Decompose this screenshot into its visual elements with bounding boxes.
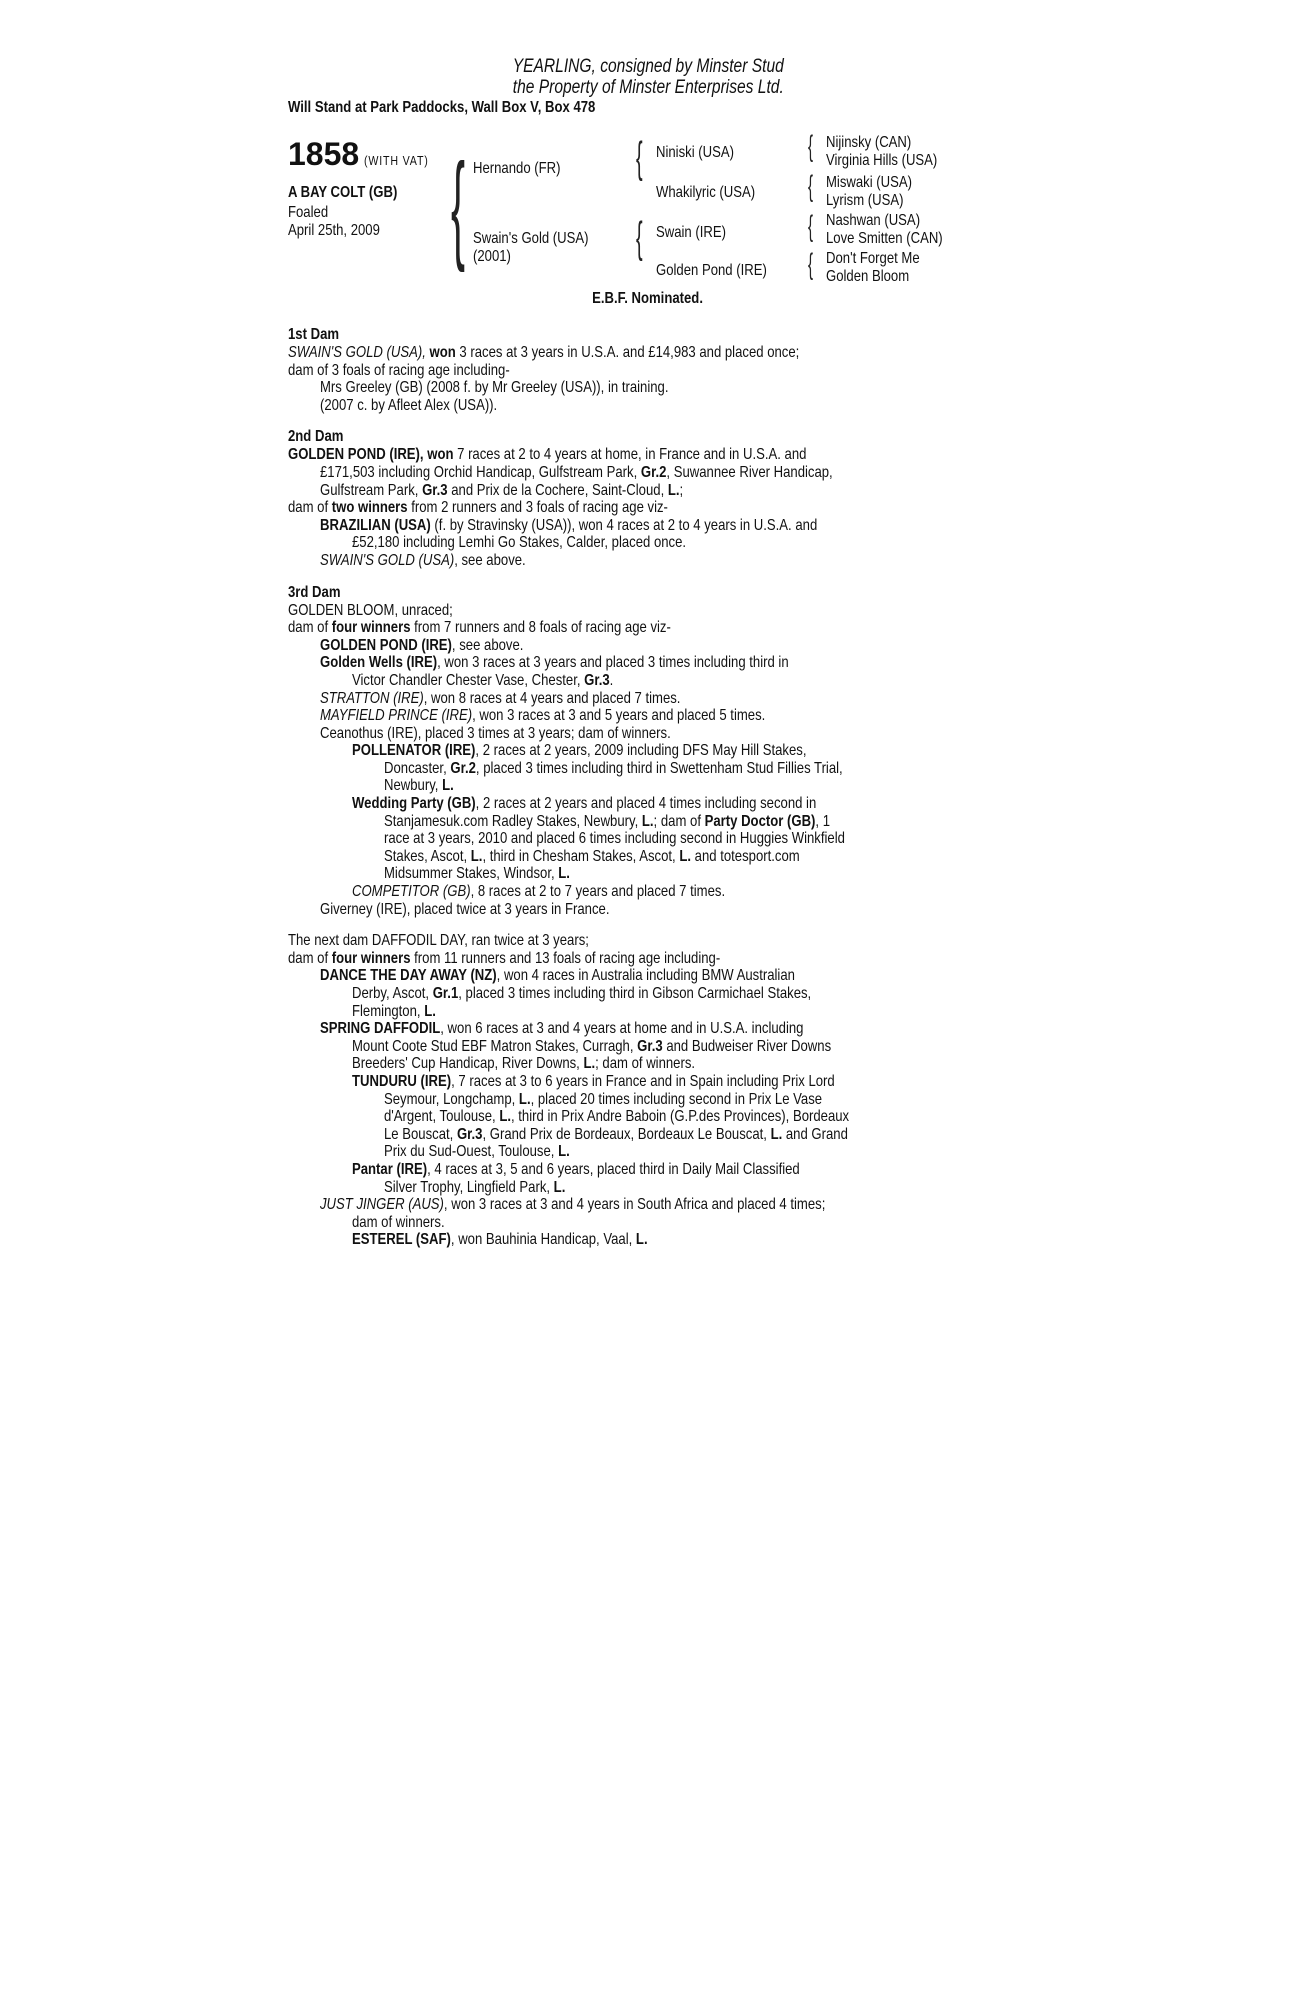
race-record: £52,180 including Lemhi Go Stakes, Calder, placed once. <box>352 534 687 552</box>
listed-label: L. <box>424 1002 436 1020</box>
sire-sire: Niniski (USA) <box>656 144 735 161</box>
ancestor-4: Lyrism (USA) <box>826 192 904 209</box>
produce-name: MAYFIELD PRINCE (IRE) <box>320 707 473 725</box>
race-record: , 4 races at 3, 5 and 6 years, placed third in Daily Mail Classified <box>427 1160 800 1178</box>
produce-name: POLLENATOR (IRE) <box>352 742 476 760</box>
produce-line: Giverney (IRE), placed twice at 3 years in France. <box>320 900 610 918</box>
dam-name: SWAIN'S GOLD (USA), <box>288 344 426 361</box>
listed-label: L. <box>553 1178 566 1196</box>
race-record: ; dam of winners. <box>595 1055 696 1073</box>
listed-label: L. <box>499 1108 511 1126</box>
g-brace-3: { <box>808 210 814 243</box>
race-record: , third in Prix Andre Baboin (G.P.des Provinces), Bordeaux <box>510 1108 850 1126</box>
race-record: Mount Coote Stud EBF Matron Stakes, Curragh, <box>352 1037 634 1055</box>
race-record: , won 3 races at 3 and 4 years in South Africa and placed 4 times; <box>443 1196 826 1214</box>
won-word: won <box>427 446 454 464</box>
foaled-label: Foaled <box>288 204 329 221</box>
race-record: Prix du Sud-Ouest, Toulouse, <box>384 1143 555 1161</box>
grade-label: Gr.3 <box>584 671 610 689</box>
listed-label: L. <box>558 865 570 883</box>
race-record: , 7 races at 3 to 6 years in France and in Spain including Prix Lord <box>451 1072 835 1090</box>
race-record: Gulfstream Park, <box>320 481 419 499</box>
dam-name: The next dam DAFFODIL DAY, ran twice at 3 years; <box>288 932 589 950</box>
produce-name: Party Doctor (GB) <box>704 812 816 830</box>
race-record: , placed 3 times including third in Gibson Carmichael Stakes, <box>458 985 812 1002</box>
dam-name: GOLDEN POND (IRE), <box>288 446 424 464</box>
race-record: , Suwannee River Handicap, <box>666 463 833 481</box>
winners-count: four winners <box>331 619 411 637</box>
next-dam-section <box>288 932 1008 1249</box>
listed-label: L. <box>679 847 692 865</box>
race-record: , placed 20 times including second in Prix Le Vase <box>530 1090 823 1108</box>
punctuation: ; <box>679 481 684 499</box>
dam-dam: Golden Pond (IRE) <box>656 262 767 279</box>
race-record: , see above. <box>451 636 524 654</box>
produce-name: DANCE THE DAY AWAY (NZ) <box>320 967 497 985</box>
race-record: Newbury, <box>384 777 439 795</box>
ebf-note: E.B.F. Nominated. <box>592 290 704 307</box>
listed-label: L. <box>518 1090 531 1108</box>
produce-name: BRAZILIAN (USA) <box>320 516 431 534</box>
race-record: Breeders' Cup Handicap, River Downs, <box>352 1055 580 1073</box>
grade-label: Gr.2 <box>450 759 476 777</box>
produce-name: Golden Wells (IRE) <box>320 654 438 672</box>
first-dam-heading: 1st Dam <box>288 326 340 343</box>
third-dam-heading: 3rd Dam <box>288 583 341 601</box>
produce-name: SWAIN'S GOLD (USA) <box>320 551 455 569</box>
winners-count: two winners <box>331 499 408 517</box>
race-record: Flemington, <box>352 1002 421 1020</box>
g-brace-1: { <box>808 130 814 163</box>
race-record: d'Argent, Toulouse, <box>384 1108 496 1126</box>
listed-label: L. <box>470 847 483 865</box>
consignment-header <box>288 56 1008 98</box>
race-record: 7 races at 2 to 4 years at home, in France and in U.S.A. and <box>457 446 807 464</box>
race-record: 3 races at 3 years in U.S.A. and £14,983 and placed once; <box>459 344 800 361</box>
race-record: and Budweiser River Downs <box>666 1037 832 1055</box>
race-record: , won 8 races at 4 years and placed 7 times. <box>423 689 681 707</box>
listed-label: L. <box>667 481 680 499</box>
race-record: Victor Chandler Chester Vase, Chester, <box>352 671 581 689</box>
produce-name: TUNDURU (IRE) <box>352 1072 452 1090</box>
produce-line: dam of winners. <box>352 1213 445 1231</box>
produce-name: GOLDEN POND (IRE) <box>320 636 452 654</box>
race-record: , 1 <box>815 812 831 830</box>
sire-name: Hernando (FR) <box>473 160 561 177</box>
race-record: and Prix de la Cochere, Saint-Cloud, <box>451 481 665 499</box>
race-record: , won 3 races at 3 years and placed 3 times including third in <box>437 654 789 672</box>
second-dam-heading: 2nd Dam <box>288 428 344 446</box>
dam-sire: Swain (IRE) <box>656 224 726 241</box>
race-record: Midsummer Stakes, Windsor, <box>384 865 555 883</box>
race-record: , won 6 races at 3 and 4 years at home and in U.S.A. including <box>440 1020 804 1038</box>
ancestor-7: Don't Forget Me <box>826 250 920 267</box>
listed-label: L. <box>442 777 454 795</box>
catalogue-page <box>288 56 1008 1249</box>
race-record: Le Bouscat, <box>384 1125 454 1143</box>
race-record: , won 4 races in Australia including BMW Australian <box>496 967 795 985</box>
grade-label: Gr.3 <box>456 1125 483 1143</box>
ancestor-2: Virginia Hills (USA) <box>826 152 938 169</box>
third-dam-section <box>288 584 1008 919</box>
produce-line: (2007 c. by Afleet Alex (USA)). <box>320 396 498 414</box>
foaled-date: April 25th, 2009 <box>288 222 380 239</box>
ancestor-3: Miswaki (USA) <box>826 174 913 191</box>
ancestor-6: Love Smitten (CAN) <box>826 230 943 247</box>
ancestor-5: Nashwan (USA) <box>826 212 921 229</box>
dam-name: GOLDEN BLOOM, unraced; <box>288 601 453 619</box>
produce-name: ESTEREL (SAF) <box>352 1231 451 1249</box>
produce-name: SPRING DAFFODIL <box>320 1020 441 1038</box>
dam-brace: { <box>636 213 643 262</box>
ancestor-1: Nijinsky (CAN) <box>826 134 912 151</box>
produce-intro: from 7 runners and 8 foals of racing age viz- <box>414 619 671 637</box>
won-word: won <box>429 344 456 361</box>
race-record: (f. by Stravinsky (USA)), won 4 races at 2 to 4 years in U.S.A. and <box>434 516 818 534</box>
race-record: and totesport.com <box>694 847 800 865</box>
produce-intro: from 11 runners and 13 foals of racing age including- <box>414 949 721 967</box>
race-record: , placed 3 times including third in Swettenham Stud Fillies Trial, <box>475 759 843 777</box>
race-record: and Grand <box>785 1125 848 1143</box>
race-record: Doncaster, <box>384 759 447 777</box>
lot-number: 1858 <box>288 136 360 172</box>
race-record: , 8 races at 2 to 7 years and placed 7 times. <box>470 883 726 901</box>
lot-description: A BAY COLT (GB) <box>288 184 398 201</box>
produce-line: Ceanothus (IRE), placed 3 times at 3 years; dam of winners. <box>320 724 671 742</box>
produce-line: Mrs Greeley (GB) (2008 f. by Mr Greeley (USA)), in training. <box>320 379 669 397</box>
pedigree-brace: { <box>451 139 466 273</box>
produce-intro: from 2 runners and 3 foals of racing age viz- <box>411 499 668 517</box>
grade-label: Gr.3 <box>637 1037 663 1055</box>
produce-intro: dam of <box>288 619 329 637</box>
produce-name: Pantar (IRE) <box>352 1160 428 1178</box>
race-record: , Grand Prix de Bordeaux, Bordeaux Le Bouscat, <box>482 1125 767 1143</box>
produce-name: STRATTON (IRE) <box>320 689 424 707</box>
property-line: the Property of Minster Enterprises Ltd. <box>512 77 784 98</box>
race-record: race at 3 years, 2010 and placed 6 times including second in Huggies Winkfield <box>384 830 845 848</box>
listed-label: L. <box>635 1231 648 1249</box>
race-record: ; dam of <box>653 812 701 830</box>
produce-name: COMPETITOR (GB) <box>352 883 471 901</box>
produce-intro: dam of 3 foals of racing age including- <box>288 361 510 379</box>
winners-count: four winners <box>331 949 411 967</box>
race-record: , 2 races at 2 years and placed 4 times including second in <box>475 795 817 813</box>
sire-dam: Whakilyric (USA) <box>656 184 756 201</box>
dam-name: Swain's Gold (USA) <box>473 230 589 247</box>
stand-line: Will Stand at Park Paddocks, Wall Box V, Box 478 <box>288 99 596 116</box>
produce-intro: dam of <box>288 949 329 967</box>
dam-year: (2001) <box>473 248 511 265</box>
listed-label: L. <box>641 812 654 830</box>
produce-name: JUST JINGER (AUS) <box>320 1196 444 1214</box>
g-brace-4: { <box>808 248 814 281</box>
race-record: £171,503 including Orchid Handicap, Gulfstream Park, <box>320 463 638 481</box>
grade-label: Gr.2 <box>640 463 667 481</box>
race-record: Seymour, Longchamp, <box>384 1090 516 1108</box>
consignment-line: YEARLING, consigned by Minster Stud <box>512 56 784 77</box>
grade-label: Gr.1 <box>432 985 459 1002</box>
lot-heading <box>288 136 442 173</box>
sire-brace: { <box>636 133 643 182</box>
grade-label: Gr.3 <box>422 481 448 499</box>
pedigree-table <box>288 132 1008 312</box>
g-brace-2: { <box>808 170 814 203</box>
race-record: Stakes, Ascot, <box>384 847 468 865</box>
race-record: , won Bauhinia Handicap, Vaal, <box>450 1231 633 1249</box>
second-dam-section <box>288 428 1008 569</box>
punctuation: . <box>609 671 614 689</box>
race-record: , 2 races at 2 years, 2009 including DFS May Hill Stakes, <box>475 742 807 760</box>
produce-name: Wedding Party (GB) <box>352 795 476 813</box>
race-record: Stanjamesuk.com Radley Stakes, Newbury, <box>384 812 639 830</box>
race-record: Silver Trophy, Lingfield Park, <box>384 1178 551 1196</box>
listed-label: L. <box>770 1125 783 1143</box>
listed-label: L. <box>583 1055 596 1073</box>
race-record: Derby, Ascot, <box>352 985 430 1002</box>
produce-intro: dam of <box>288 499 329 517</box>
race-record: , see above. <box>454 551 526 569</box>
listed-label: L. <box>558 1143 570 1161</box>
first-dam-section <box>288 326 1008 414</box>
race-record: , won 3 races at 3 and 5 years and placed 5 times. <box>472 707 766 725</box>
vat-note: (WITH VAT) <box>363 153 429 168</box>
ancestor-8: Golden Bloom <box>826 268 910 285</box>
race-record: , third in Chesham Stakes, Ascot, <box>482 847 676 865</box>
